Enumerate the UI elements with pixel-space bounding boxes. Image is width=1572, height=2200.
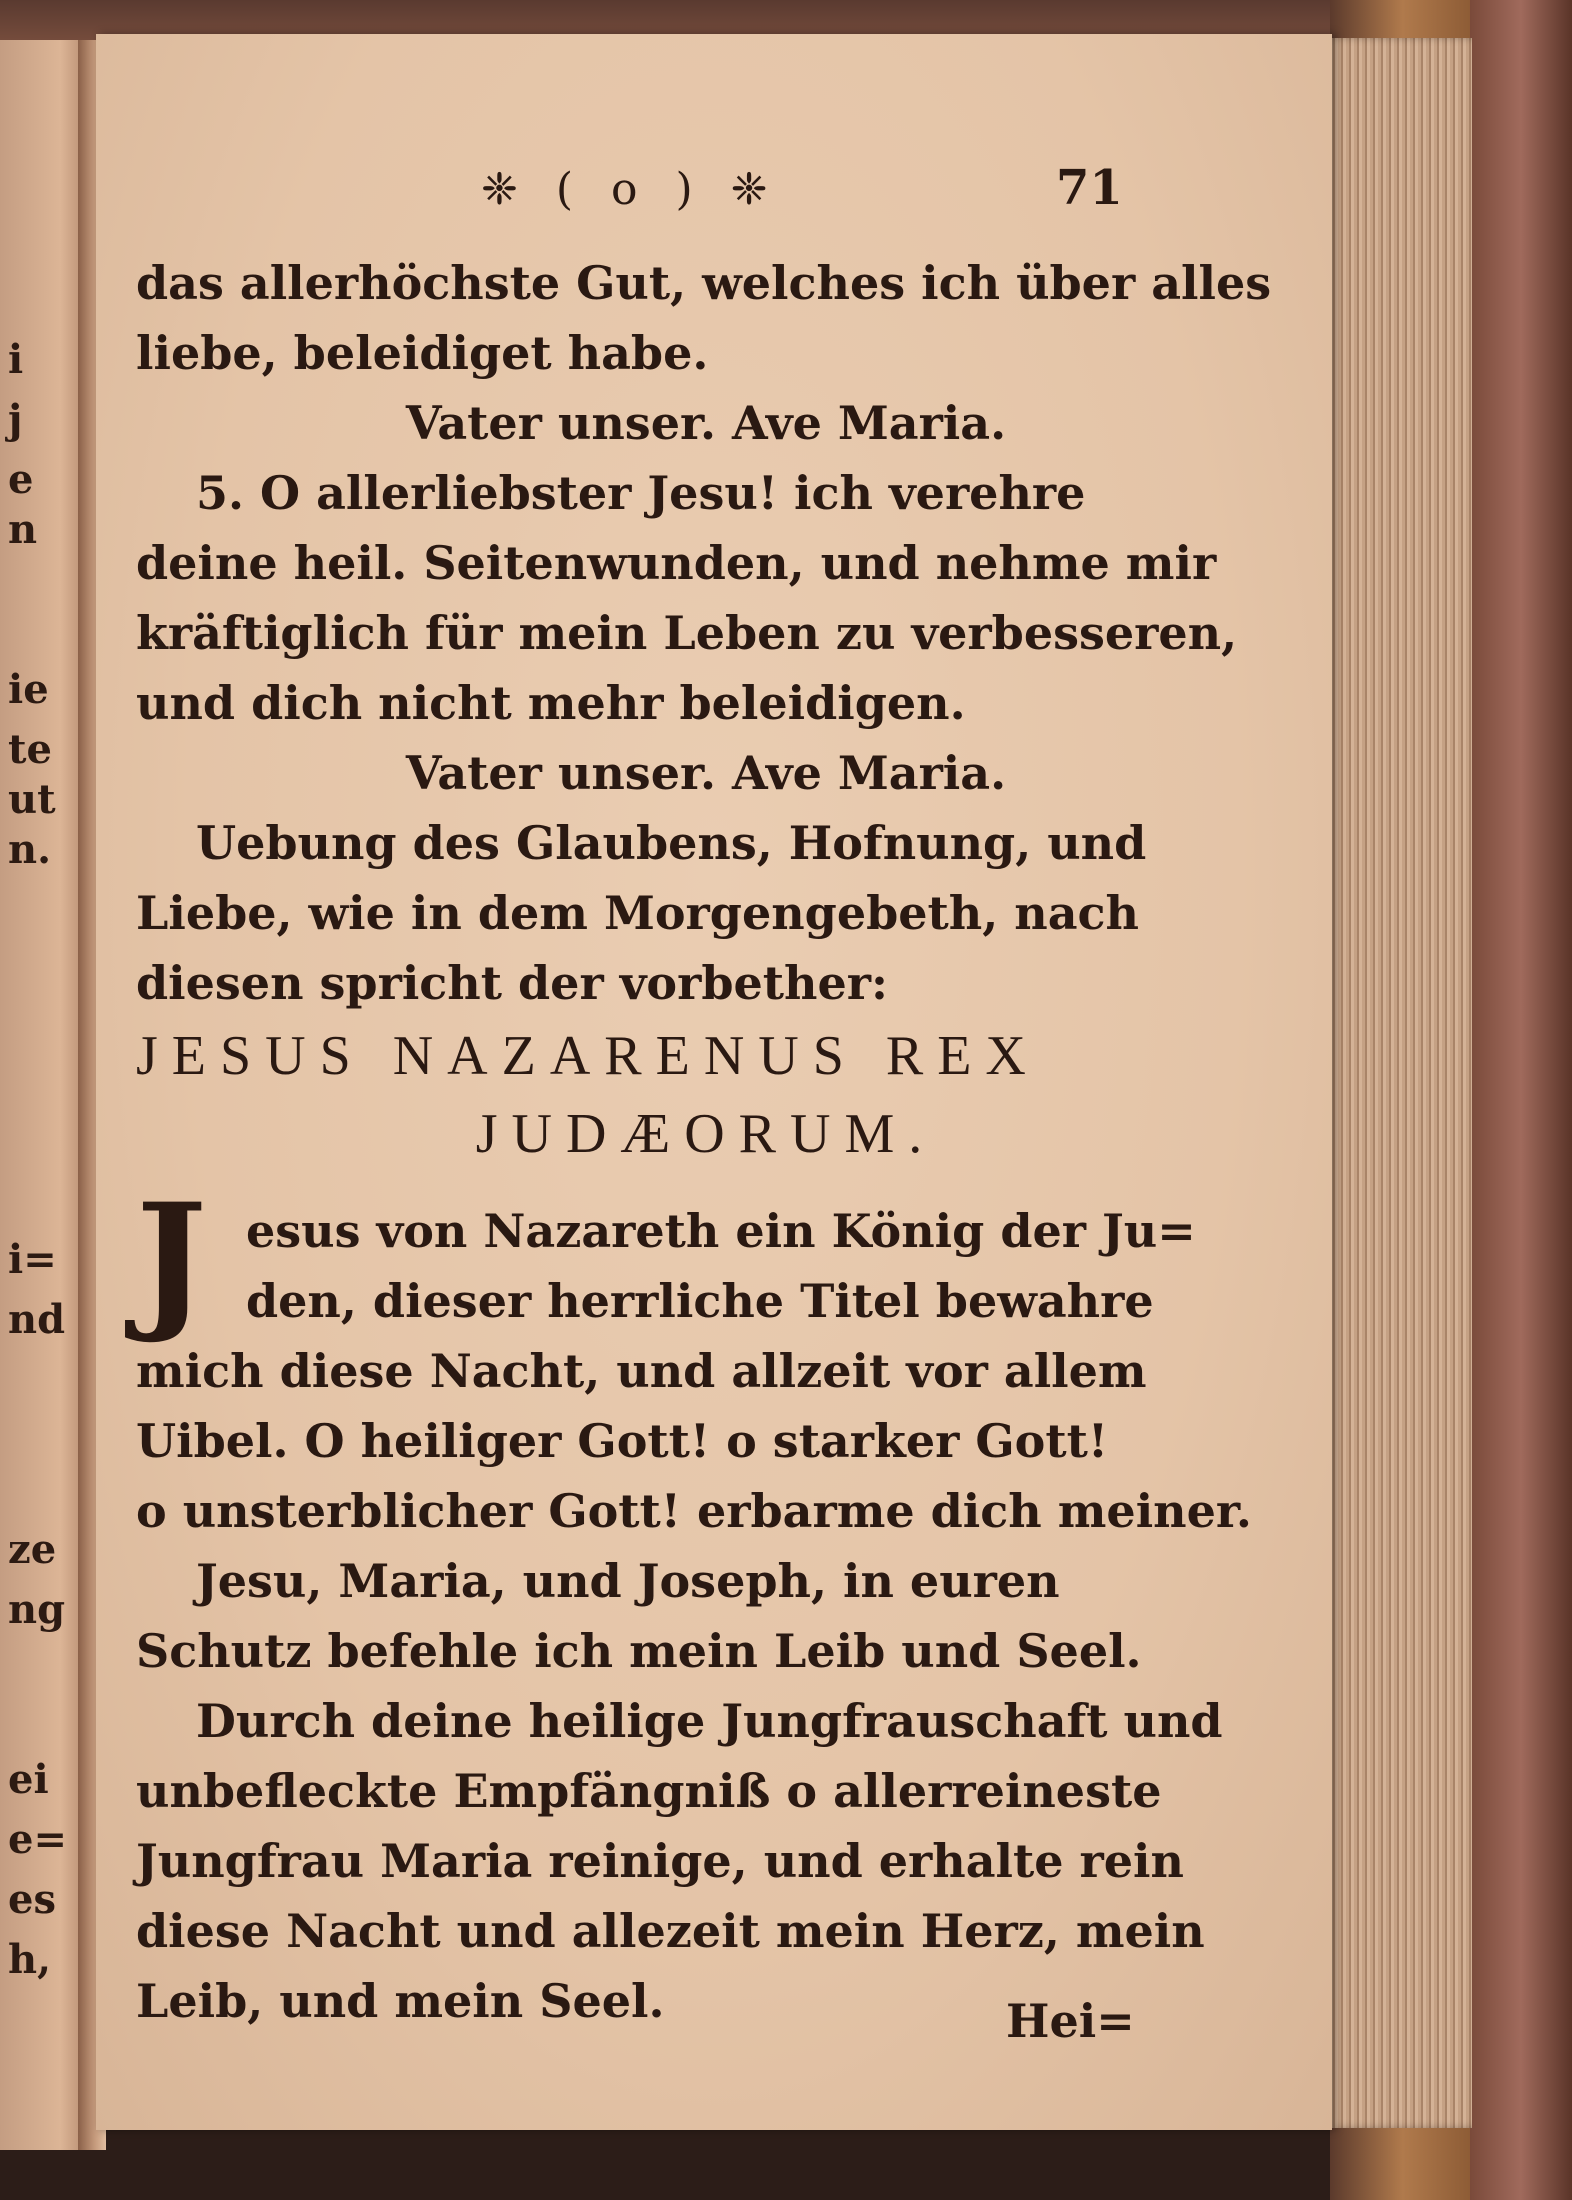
text-line: 5. O allerliebster Jesu! ich verehre bbox=[196, 466, 1086, 520]
left-fragment: es bbox=[8, 1876, 56, 1923]
text-line: Jungfrau Maria reinige, und erhalte rein bbox=[136, 1834, 1184, 1888]
text-line: Durch deine heilige Jungfrauschaft und bbox=[196, 1694, 1223, 1748]
catchword: Hei= bbox=[1006, 1994, 1135, 2048]
left-fragment: i bbox=[8, 336, 24, 383]
left-fragment: h, bbox=[8, 1936, 52, 1983]
inscription-line: JUDÆORUM. bbox=[475, 1103, 937, 1165]
text-line: unbefleckte Empfängniß o allerreineste bbox=[136, 1764, 1162, 1818]
left-fragment: te bbox=[8, 726, 52, 773]
left-fragment: i= bbox=[8, 1236, 57, 1283]
left-fragment: e bbox=[8, 456, 34, 503]
page-stack-edge bbox=[1322, 38, 1472, 2128]
text-line: Schutz befehle ich mein Leib und Seel. bbox=[136, 1624, 1142, 1678]
prayer-heading: Vater unser. Ave Maria. bbox=[405, 396, 1007, 450]
left-fragment: ng bbox=[8, 1586, 66, 1633]
text-line: mich diese Nacht, und allzeit vor allem bbox=[136, 1344, 1147, 1398]
left-fragment: ze bbox=[8, 1526, 57, 1573]
drop-cap: J bbox=[136, 1171, 207, 1347]
inscription-line: JESUS NAZARENUS REX bbox=[136, 1025, 1040, 1087]
left-fragment: n bbox=[8, 506, 38, 553]
text-line: kräftiglich für mein Leben zu verbesseren, bbox=[136, 606, 1238, 660]
text-line: Liebe, wie in dem Morgengebeth, nach bbox=[136, 886, 1139, 940]
left-fragment: ei bbox=[8, 1756, 49, 1803]
left-fragment: nd bbox=[8, 1296, 66, 1343]
left-fragment: ie bbox=[8, 666, 49, 713]
text-line: o unsterblicher Gott! erbarme dich meiner. bbox=[136, 1484, 1252, 1538]
left-fragment: n. bbox=[8, 826, 52, 873]
previous-page-fragment bbox=[0, 40, 86, 2150]
text-line: Uebung des Glaubens, Hofnung, und bbox=[196, 816, 1147, 870]
left-fragment: j bbox=[8, 396, 23, 443]
page-number: 71 bbox=[1056, 160, 1123, 216]
prayer-heading: Vater unser. Ave Maria. bbox=[405, 746, 1007, 800]
page-header-ornament: ❈ ( o ) ❈ bbox=[481, 164, 780, 215]
left-fragment: e= bbox=[8, 1816, 67, 1863]
text-line: und dich nicht mehr beleidigen. bbox=[136, 676, 966, 730]
text-line: deine heil. Seitenwunden, und nehme mir bbox=[136, 536, 1217, 590]
text-line: diese Nacht und allezeit mein Herz, mein bbox=[136, 1904, 1205, 1958]
text-line: esus von Nazareth ein König der Ju= bbox=[246, 1204, 1196, 1258]
text-line: diesen spricht der vorbether: bbox=[136, 956, 888, 1010]
text-line: liebe, beleidiget habe. bbox=[136, 326, 709, 380]
book-page bbox=[96, 34, 1332, 2130]
text-line: Uibel. O heiliger Gott! o starker Gott! bbox=[136, 1414, 1109, 1468]
text-line: das allerhöchste Gut, welches ich über alles bbox=[136, 256, 1272, 310]
text-line: Leib, und mein Seel. bbox=[136, 1974, 665, 2028]
left-fragment: ut bbox=[8, 776, 56, 823]
text-line: Jesu, Maria, und Joseph, in euren bbox=[196, 1554, 1060, 1608]
book-spine-edge bbox=[1470, 0, 1572, 2200]
text-line: den, dieser herrliche Titel bewahre bbox=[246, 1274, 1154, 1328]
